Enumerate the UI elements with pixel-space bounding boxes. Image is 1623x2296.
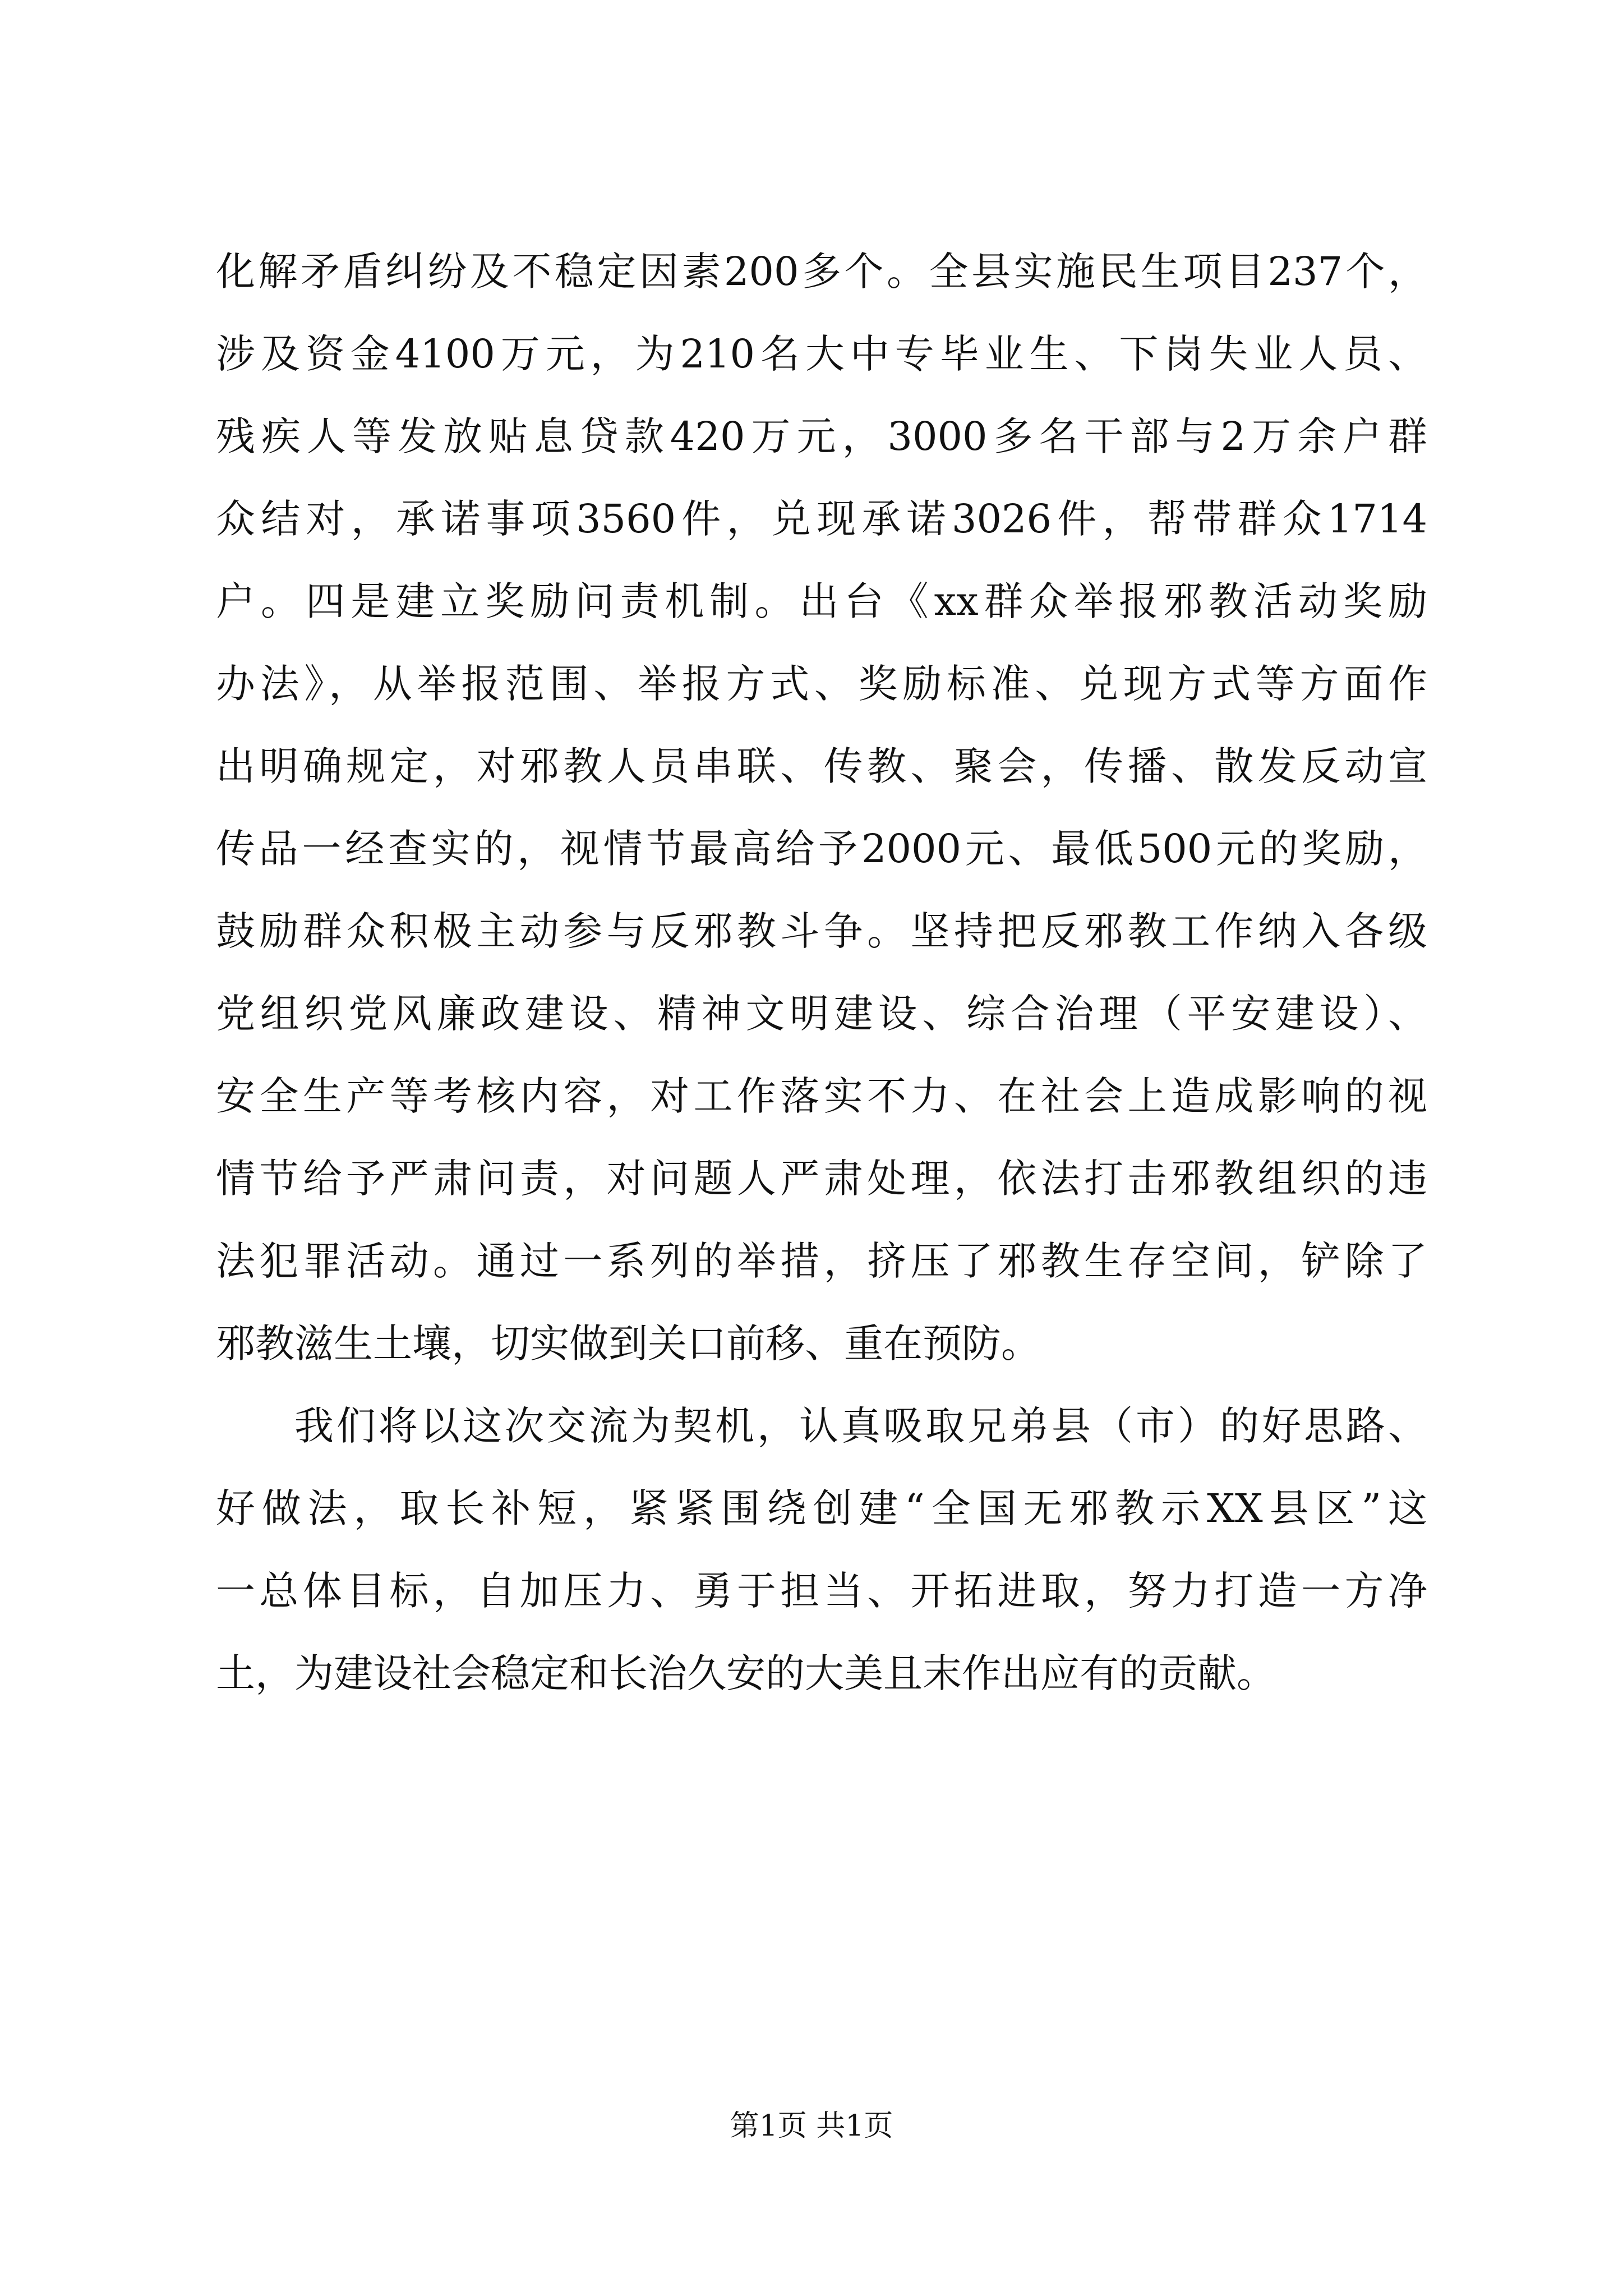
text-line: 出明确规定，对邪教人员串联、传教、聚会，传播、散发反动宣 (216, 743, 1427, 789)
text-line: 涉及资金4100万元，为210名大中专毕业生、下岗失业人员、 (216, 331, 1427, 377)
text-line: 办法》，从举报范围、举报方式、奖励标准、兑现方式等方面作 (216, 661, 1427, 707)
text-line: 情节给予严肃问责，对问题人严肃处理，依法打击邪教组织的违 (216, 1156, 1427, 1202)
text-line: 安全生产等考核内容，对工作落实不力、在社会上造成影响的视 (216, 1073, 1427, 1119)
text-line: 户。四是建立奖励问责机制。出台《xx群众举报邪教活动奖励 (216, 578, 1427, 624)
text-line: 邪教滋生土壤，切实做到关口前移、重在预防。 (216, 1320, 1040, 1366)
text-line: 众结对，承诺事项3560件，兑现承诺3026件，帮带群众1714 (216, 496, 1427, 542)
paragraph-1 (216, 231, 1427, 1385)
text-line: 党组织党风廉政建设、精神文明建设、综合治理（平安建设）、 (216, 991, 1427, 1037)
text-line: 一总体目标，自加压力、勇于担当、开拓进取，努力打造一方净 (216, 1568, 1427, 1614)
text-line: 传品一经查实的，视情节最高给予2000元、最低500元的奖励， (216, 826, 1427, 872)
text-line: 法犯罪活动。通过一系列的举措，挤压了邪教生存空间，铲除了 (216, 1238, 1427, 1284)
paragraph-2 (216, 1385, 1427, 1715)
text-line: 化解矛盾纠纷及不稳定因素200多个。全县实施民生项目237个， (216, 249, 1427, 295)
text-line: 鼓励群众积极主动参与反邪教斗争。坚持把反邪教工作纳入各级 (216, 908, 1427, 954)
page-footer: 第1页 共1页 (730, 2109, 893, 2143)
document-body (216, 231, 1427, 1715)
text-line: 我们将以这次交流为契机，认真吸取兄弟县（市）的好思路、 (294, 1403, 1427, 1449)
text-line: 好做法，取长补短，紧紧围绕创建“全国无邪教示XX县区”这 (216, 1485, 1427, 1531)
text-line: 土，为建设社会稳定和长治久安的大美且末作出应有的贡献。 (216, 1650, 1276, 1696)
text-line: 残疾人等发放贴息贷款420万元，3000多名干部与2万余户群 (216, 413, 1427, 459)
